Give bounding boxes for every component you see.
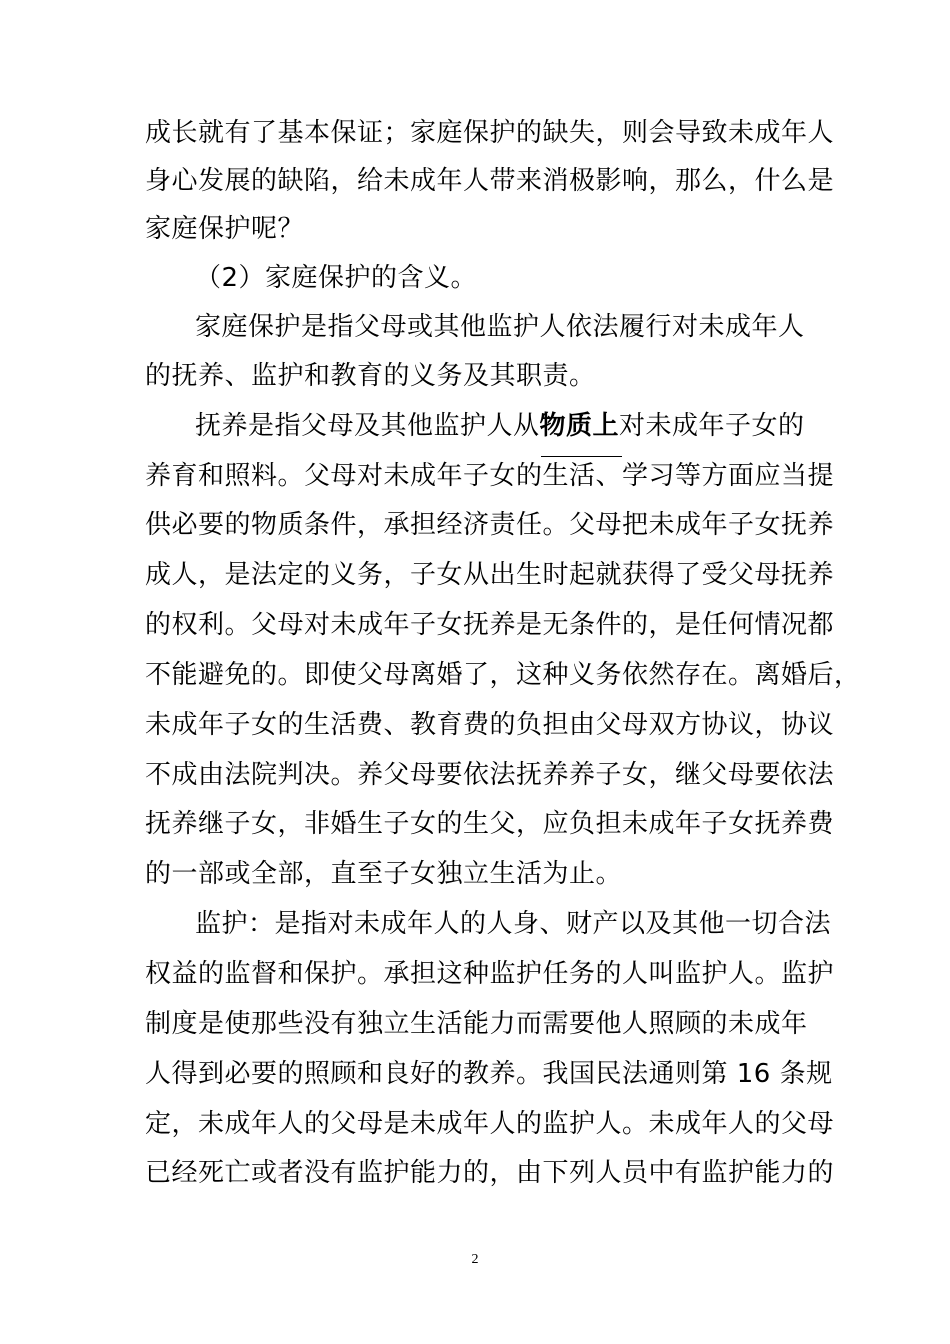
paragraph-line: 权益的监督和保护。承担这种监护任务的人叫监护人。监护 (145, 959, 835, 989)
paragraph-line: 抚养继子女，非婚生子女的生父，应负担未成年子女抚养费 (145, 809, 835, 839)
paragraph-line: 成人，是法定的义务，子女从出生时起就获得了受父母抚养 (145, 560, 835, 590)
text-run: 对未成年子女的 (619, 411, 805, 441)
paragraph-line: 不成由法院判决。养父母要依法抚养养子女，继父母要依法 (145, 760, 835, 790)
paragraph-line: 的抚养、监护和教育的义务及其职责。 (145, 361, 596, 391)
paragraph-line: 家庭保护呢？ (145, 214, 305, 244)
paragraph-line: 成长就有了基本保证；家庭保护的缺失，则会导致未成年人 (145, 118, 835, 148)
paragraph-line: 监护：是指对未成年人的人身、财产以及其他一切合法 (195, 909, 832, 939)
paragraph-line: 身心发展的缺陷，给未成年人带来消极影响，那么，什么是 (145, 166, 835, 196)
bold-term: 物质上 (539, 411, 620, 441)
paragraph-line: 已经死亡或者没有监护能力的，由下列人员中有监护能力的 (145, 1158, 835, 1188)
text-run: 抚养是指父母及其他监护人从 (195, 411, 540, 441)
paragraph-line: 制度是使那些没有独立生活能力而需要他人照顾的未成年 (145, 1009, 808, 1039)
underline-rule (541, 456, 622, 457)
paragraph-line: 家庭保护是指父母或其他监护人依法履行对未成年人 (195, 312, 805, 342)
paragraph-line: 定，未成年人的父母是未成年人的监护人。未成年人的父母 (145, 1109, 835, 1139)
paragraph-line: 人得到必要的照顾和良好的教养。我国民法通则第 16 条规 (145, 1059, 833, 1089)
paragraph-line: 的一部或全部，直至子女独立生活为止。 (145, 859, 623, 889)
paragraph-line-with-bold (195, 410, 805, 442)
paragraph-line: 的权利。父母对未成年子女抚养是无条件的，是任何情况都 (145, 610, 835, 640)
paragraph-line: 不能避免的。即使父母离婚了，这种义务依然存在。离婚后， (145, 660, 861, 690)
paragraph-line: 未成年子女的生活费、教育费的负担由父母双方协议，协议 (145, 710, 835, 740)
page-number: 2 (471, 1252, 479, 1267)
paragraph-line: 供必要的物质条件，承担经济责任。父母把未成年子女抚养 (145, 510, 835, 540)
paragraph-line: 养育和照料。父母对未成年子女的生活、学习等方面应当提 (145, 461, 835, 491)
section-heading: （2）家庭保护的含义。 (195, 263, 478, 293)
